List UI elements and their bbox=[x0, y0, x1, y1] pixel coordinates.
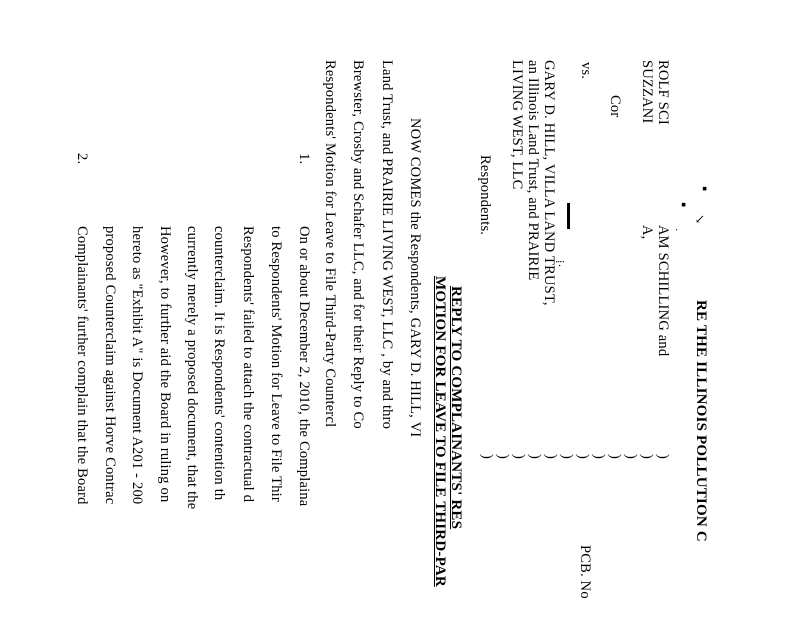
paragraph-line: to Respondents' Motion for Leave to File Thir bbox=[268, 226, 284, 502]
caption-paren: ) bbox=[495, 454, 511, 460]
complainant-name-line1-cont: AM SCHILLING and bbox=[655, 225, 671, 357]
paragraph-line: proposed Counterclaim against Horve Contrac bbox=[102, 226, 118, 505]
scan-arrow-mark: ↘ bbox=[693, 214, 707, 225]
caption-paren: ) bbox=[607, 454, 623, 460]
scan-speck: ▪ bbox=[675, 202, 691, 208]
paragraph-line: Complainants' further complain that the Board bbox=[74, 226, 90, 505]
caption-paren: ) bbox=[623, 454, 639, 460]
case-number: PCB. No bbox=[577, 545, 593, 599]
paragraph-line: hereto as "Exhibit A" is Document A201 - 200 bbox=[129, 226, 145, 505]
respondent-role: Respondents. bbox=[477, 155, 493, 236]
scan-speck: ▪ bbox=[696, 186, 712, 192]
caption-paren: ) bbox=[591, 454, 607, 460]
paragraph-number: 2. bbox=[74, 153, 90, 165]
court-title: RE THE ILLINOIS POLLUTION C bbox=[693, 300, 709, 542]
caption-paren: ) bbox=[575, 454, 591, 460]
paragraph-number: 1. bbox=[296, 153, 312, 165]
rotated-document bbox=[60, 0, 720, 618]
intro-line: Brewster, Crosby and Schafer LLC, and for their Reply to Co bbox=[350, 60, 366, 429]
intro-line: Land Trust, and PRAIRIE LIVING WEST, LLC , by and thro bbox=[379, 60, 395, 430]
caption-paren: ) bbox=[543, 454, 559, 460]
caption-paren: ) bbox=[479, 454, 495, 460]
versus-label: vs. bbox=[578, 62, 594, 80]
motion-title-line1: REPLY TO COMPLAINANTS' RES bbox=[448, 286, 464, 530]
scan-dot-mark: · bbox=[670, 228, 681, 232]
intro-line: NOW COMES the Respondents, GARY D. HILL, VI bbox=[407, 118, 423, 438]
complainant-role: Cor bbox=[607, 95, 623, 118]
paragraph-line: currently merely a proposed document, that the bbox=[184, 226, 200, 510]
complainant-name-line2: SUZZANI bbox=[639, 60, 655, 124]
caption-paren: ) bbox=[559, 454, 575, 460]
caption-paren: ) bbox=[511, 454, 527, 460]
respondent-line2: an Illinois Land Trust, and PRAIRIE bbox=[525, 60, 541, 281]
caption-paren: ) bbox=[527, 454, 543, 460]
motion-title-line2: MOTION FOR LEAVE TO FILE THIRD-PAR bbox=[432, 276, 448, 587]
complainant-name-line1: ROLF SCI bbox=[655, 60, 671, 125]
paragraph-line: counterclaim. It is Respondents' contention th bbox=[211, 226, 227, 501]
respondent-line1: GARY D. HILL, VILLA LAND TRUST, bbox=[541, 60, 557, 306]
handwritten-mark-2: ⁞· bbox=[553, 260, 567, 268]
caption-paren: ) bbox=[655, 454, 671, 460]
respondent-line3: LIVING WEST, LLC bbox=[509, 60, 525, 190]
intro-line: Respondents' Motion for Leave to File Third-Party Countercl bbox=[322, 60, 338, 428]
complainant-name-line2-cont: A, bbox=[639, 225, 655, 240]
paragraph-line: On or about December 2, 2010, the Complaina bbox=[296, 226, 312, 507]
paragraph-line: Respondents' failed to attach the contractual d bbox=[240, 226, 256, 503]
caption-paren: ) bbox=[639, 454, 655, 460]
handwritten-mark bbox=[567, 203, 570, 229]
paragraph-line: However, to further aid the Board in ruling on bbox=[157, 226, 173, 503]
